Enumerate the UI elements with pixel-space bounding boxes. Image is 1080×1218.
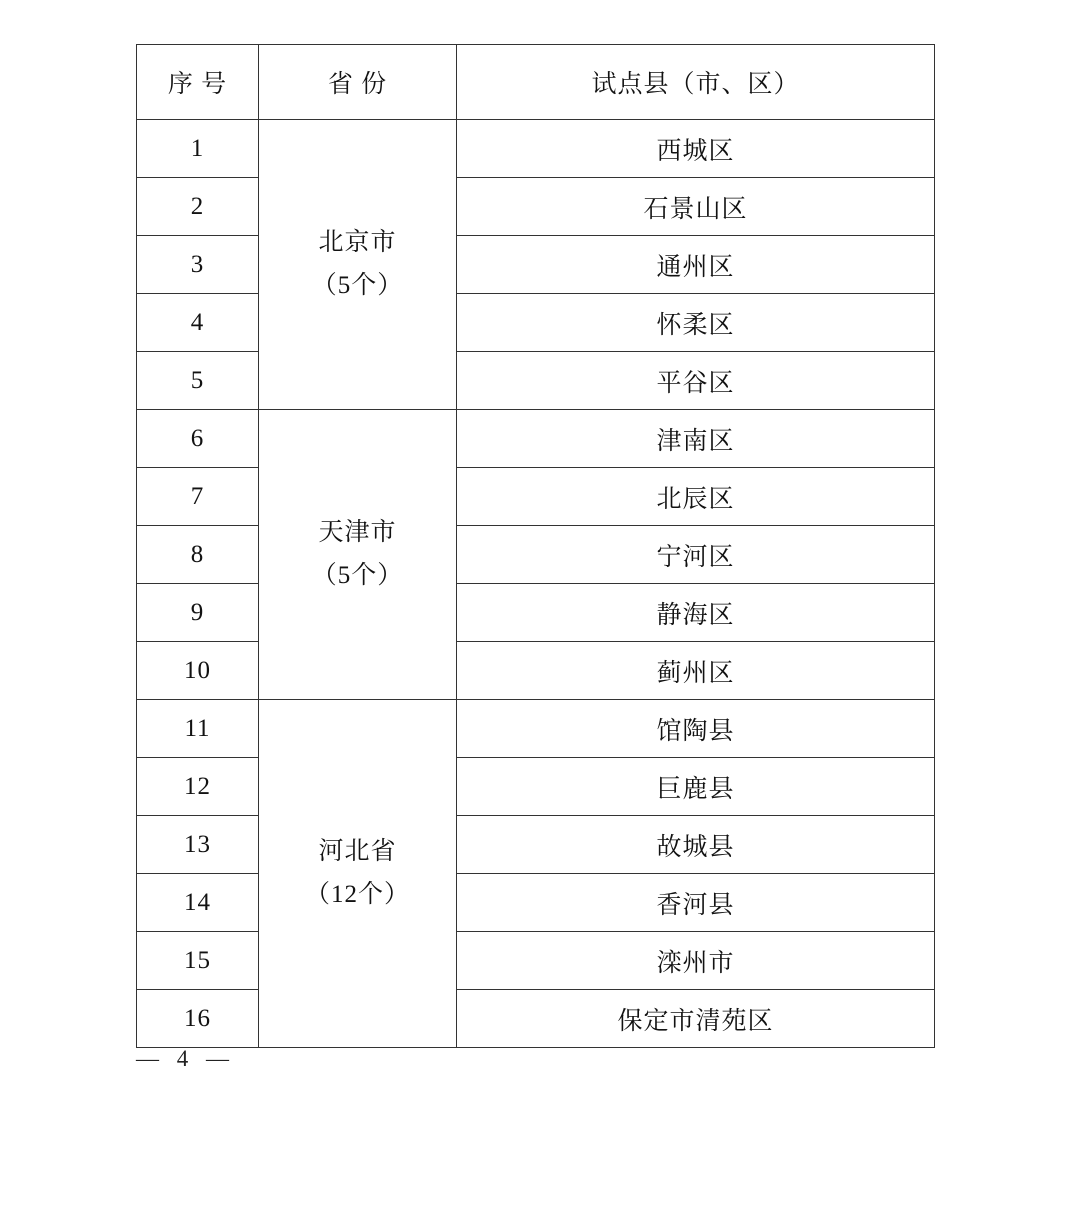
table-row	[137, 642, 935, 700]
province-count: （5个）	[311, 271, 404, 299]
table-header	[137, 45, 935, 120]
page-number: — 4 —	[136, 1046, 235, 1071]
province-count: （5个）	[311, 561, 404, 589]
row-number: 10	[137, 642, 259, 700]
province-cell	[259, 120, 457, 410]
row-number: 3	[137, 236, 259, 294]
row-number: 7	[137, 468, 259, 526]
table-row	[137, 990, 935, 1048]
row-number: 13	[137, 816, 259, 874]
column-header-province: 省 份	[259, 45, 457, 120]
table-row	[137, 816, 935, 874]
county-name: 香河县	[457, 874, 935, 932]
row-number: 14	[137, 874, 259, 932]
row-number: 9	[137, 584, 259, 642]
row-number: 2	[137, 178, 259, 236]
table-row	[137, 410, 935, 468]
county-name: 蓟州区	[457, 642, 935, 700]
county-name: 静海区	[457, 584, 935, 642]
county-name: 北辰区	[457, 468, 935, 526]
column-header-county: 试点县（市、区）	[457, 45, 935, 120]
row-number: 5	[137, 352, 259, 410]
county-name: 故城县	[457, 816, 935, 874]
row-number: 1	[137, 120, 259, 178]
county-name: 怀柔区	[457, 294, 935, 352]
row-number: 12	[137, 758, 259, 816]
table-header-row	[137, 45, 935, 120]
row-number: 15	[137, 932, 259, 990]
province-cell	[259, 410, 457, 700]
county-name: 通州区	[457, 236, 935, 294]
province-name: 天津市	[318, 519, 397, 546]
table-row	[137, 526, 935, 584]
table-body	[137, 120, 935, 1048]
pilot-county-table-container	[136, 44, 934, 1048]
row-number: 8	[137, 526, 259, 584]
county-name: 津南区	[457, 410, 935, 468]
county-name: 平谷区	[457, 352, 935, 410]
county-name: 巨鹿县	[457, 758, 935, 816]
pilot-county-table	[136, 44, 935, 1048]
table-row	[137, 584, 935, 642]
province-name: 北京市	[318, 229, 397, 256]
table-row	[137, 294, 935, 352]
row-number: 6	[137, 410, 259, 468]
county-name: 西城区	[457, 120, 935, 178]
province-cell	[259, 700, 457, 1048]
county-name: 保定市清苑区	[457, 990, 935, 1048]
column-header-number: 序 号	[137, 45, 259, 120]
table-row	[137, 758, 935, 816]
county-name: 宁河区	[457, 526, 935, 584]
county-name: 石景山区	[457, 178, 935, 236]
table-row	[137, 178, 935, 236]
table-row	[137, 468, 935, 526]
table-row	[137, 236, 935, 294]
row-number: 4	[137, 294, 259, 352]
county-name: 馆陶县	[457, 700, 935, 758]
table-row	[137, 874, 935, 932]
table-row	[137, 700, 935, 758]
row-number: 11	[137, 700, 259, 758]
row-number: 16	[137, 990, 259, 1048]
table-row	[137, 352, 935, 410]
county-name: 滦州市	[457, 932, 935, 990]
table-row	[137, 932, 935, 990]
province-count: （12个）	[304, 880, 410, 908]
province-name: 河北省	[318, 838, 397, 865]
table-row	[137, 120, 935, 178]
